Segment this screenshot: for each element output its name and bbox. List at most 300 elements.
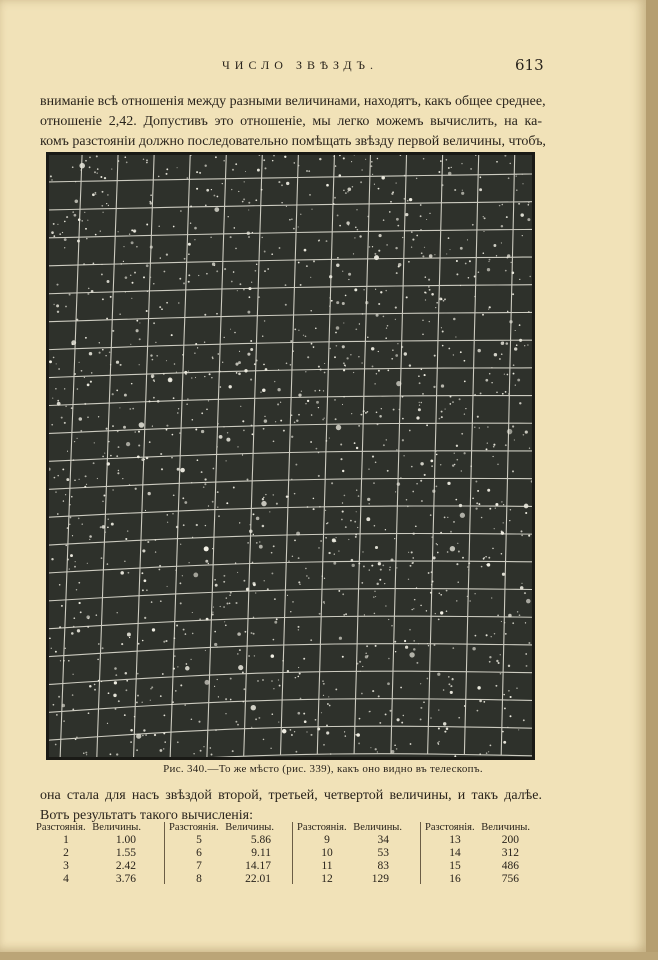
distance-cell: 13: [449, 834, 461, 846]
star-dot: [323, 390, 324, 391]
star-dot: [251, 282, 252, 283]
star-dot: [524, 592, 526, 594]
star-dot: [167, 586, 168, 587]
table-row: [165, 873, 293, 886]
star-dot: [460, 247, 463, 250]
star-dot: [306, 731, 307, 732]
star-dot: [526, 665, 528, 667]
star-dot: [396, 272, 398, 274]
star-dot: [517, 379, 520, 382]
star-dot: [84, 212, 85, 213]
star-dot: [235, 248, 237, 250]
star-dot: [249, 296, 251, 298]
star-dot: [273, 440, 275, 442]
star-dot: [129, 408, 131, 410]
star-dot: [213, 468, 215, 470]
star-dot: [525, 622, 526, 623]
star-dot: [442, 331, 444, 333]
star-dot: [192, 633, 194, 635]
star-dot: [160, 453, 162, 455]
star-dot: [375, 748, 377, 750]
star-dot: [173, 226, 175, 228]
star-dot: [422, 255, 424, 257]
star-dot: [493, 446, 495, 448]
star-dot: [411, 551, 413, 553]
star-dot: [204, 478, 206, 480]
star-dot: [413, 640, 415, 642]
star-dot: [146, 159, 148, 161]
star-dot: [345, 295, 347, 297]
star-dot: [53, 704, 55, 706]
star-dot: [137, 673, 139, 675]
star-dot: [298, 330, 299, 331]
star-dot: [294, 493, 296, 495]
star-dot: [365, 159, 366, 160]
star-dot: [256, 517, 260, 521]
star-dot: [450, 531, 452, 533]
star-dot: [262, 498, 264, 500]
star-dot: [324, 603, 325, 604]
star-dot: [53, 223, 55, 225]
star-dot: [142, 589, 144, 591]
star-dot: [342, 656, 344, 658]
magnitude-cell: 1.55: [115, 847, 136, 859]
star-dot: [60, 660, 61, 661]
star-dot: [108, 519, 109, 520]
star-dot: [119, 407, 120, 408]
star-dot: [339, 637, 342, 640]
star-dot: [486, 634, 488, 636]
star-dot: [146, 162, 147, 163]
star-dot: [507, 374, 509, 376]
star-dot: [275, 421, 276, 422]
star-dot: [457, 543, 458, 544]
star-dot: [378, 370, 380, 372]
star-dot: [395, 651, 396, 652]
star-dot: [426, 610, 427, 611]
star-dot: [102, 456, 104, 458]
star-dot: [483, 216, 484, 217]
star-dot: [101, 273, 103, 275]
star-dot: [298, 226, 299, 227]
star-dot: [342, 502, 343, 503]
star-dot: [386, 244, 388, 246]
star-dot: [264, 270, 266, 272]
star-dot: [184, 258, 186, 260]
star-dot: [379, 234, 382, 237]
star-dot: [49, 637, 51, 639]
star-dot: [163, 271, 165, 273]
star-dot: [454, 453, 455, 454]
star-dot: [348, 188, 352, 192]
star-dot: [303, 713, 305, 715]
star-dot: [130, 344, 131, 345]
star-dot: [182, 497, 184, 499]
star-dot: [116, 361, 119, 364]
star-dot: [476, 502, 478, 504]
star-dot: [494, 353, 497, 356]
star-dot: [340, 444, 342, 446]
star-dot: [409, 430, 411, 432]
star-dot: [336, 345, 338, 347]
star-dot: [129, 234, 130, 235]
star-dot: [237, 446, 238, 447]
star-dot: [277, 403, 279, 405]
star-dot: [68, 660, 70, 662]
star-dot: [105, 355, 106, 356]
star-dot: [435, 307, 436, 308]
star-dot: [271, 654, 275, 658]
star-dot: [239, 351, 240, 352]
star-dot: [477, 710, 479, 712]
star-dot: [365, 412, 367, 414]
star-dot: [211, 377, 212, 378]
star-dot: [91, 372, 93, 374]
star-dot: [92, 193, 95, 196]
star-dot: [505, 270, 507, 272]
star-dot: [416, 483, 418, 485]
star-dot: [518, 729, 519, 730]
star-dot: [304, 249, 307, 252]
star-dot: [495, 508, 496, 509]
star-dot: [247, 479, 249, 481]
star-dot: [489, 508, 491, 510]
star-dot: [179, 278, 181, 280]
star-dot: [429, 213, 430, 214]
star-dot: [177, 412, 178, 413]
star-dot: [108, 692, 110, 694]
star-dot: [385, 337, 387, 339]
star-dot: [336, 326, 340, 330]
star-dot: [129, 637, 130, 638]
star-dot: [520, 213, 523, 216]
star-dot: [434, 254, 435, 255]
star-dot: [80, 430, 82, 432]
star-dot: [477, 490, 479, 492]
star-dot: [507, 311, 509, 313]
star-dot: [95, 194, 96, 195]
star-dot: [211, 189, 212, 190]
star-dot: [429, 321, 430, 322]
star-dot: [177, 167, 178, 168]
star-dot: [481, 566, 483, 568]
star-dot: [85, 228, 87, 230]
star-dot: [447, 482, 450, 485]
star-dot: [151, 376, 153, 378]
star-dot: [497, 614, 499, 616]
star-dot: [453, 521, 455, 523]
distance-cell: 4: [63, 873, 69, 885]
star-dot: [198, 275, 199, 276]
star-dot: [512, 425, 514, 427]
star-dot: [388, 658, 390, 660]
star-dot: [336, 301, 339, 304]
star-dot: [318, 407, 319, 408]
star-dot: [56, 284, 58, 286]
star-dot: [213, 607, 214, 608]
figure-caption: Рис. 340.—То же мѣсто (рис. 339), какъ оно видно въ телескопъ.: [163, 763, 483, 775]
star-dot: [160, 749, 163, 752]
star-dot: [70, 554, 73, 557]
star-dot: [483, 231, 484, 232]
star-dot: [506, 216, 508, 218]
star-dot: [461, 192, 464, 195]
star-dot: [238, 191, 239, 192]
star-dot: [166, 302, 168, 304]
star-dot: [375, 596, 376, 597]
star-dot: [394, 538, 395, 539]
star-dot: [262, 335, 263, 336]
star-dot: [107, 280, 110, 283]
star-dot: [359, 661, 361, 663]
star-dot: [239, 649, 241, 651]
star-dot: [434, 355, 436, 357]
star-dot: [262, 237, 263, 238]
star-dot: [65, 406, 66, 407]
star-dot: [356, 490, 357, 491]
star-dot: [437, 544, 438, 545]
star-dot: [395, 354, 398, 357]
star-dot: [274, 381, 275, 382]
star-dot: [381, 408, 382, 409]
star-dot: [385, 529, 386, 530]
star-dot: [172, 513, 174, 515]
star-dot: [410, 743, 412, 745]
star-dot: [339, 225, 341, 227]
star-dot: [102, 191, 104, 193]
star-dot: [198, 721, 200, 723]
star-dot: [359, 235, 361, 237]
star-dot: [519, 279, 520, 280]
star-dot: [428, 286, 429, 287]
star-dot: [351, 413, 352, 414]
star-dot: [504, 374, 505, 375]
star-field-figure: [46, 152, 535, 760]
star-dot: [486, 448, 488, 450]
star-dot: [180, 468, 185, 473]
star-dot: [58, 368, 60, 370]
star-dot: [185, 633, 187, 635]
star-dot: [63, 500, 64, 501]
star-dot: [313, 346, 315, 348]
star-dot: [361, 582, 363, 584]
star-dot: [295, 751, 297, 753]
star-dot: [97, 168, 99, 170]
star-dot: [342, 593, 344, 595]
star-dot: [456, 273, 458, 275]
star-dot: [200, 750, 202, 752]
star-dot: [71, 496, 73, 498]
magnitude-cell: 34: [377, 834, 389, 846]
star-dot: [156, 355, 158, 357]
star-dot: [143, 159, 145, 161]
star-dot: [186, 177, 188, 179]
star-dot: [464, 360, 466, 362]
star-dot: [352, 186, 354, 188]
star-dot: [456, 563, 458, 565]
star-dot: [443, 722, 446, 725]
star-dot: [496, 255, 497, 256]
star-dot: [128, 572, 130, 574]
star-dot: [479, 188, 482, 191]
star-dot: [251, 632, 253, 634]
star-dot: [238, 665, 243, 670]
star-dot: [366, 645, 368, 647]
star-dot: [194, 352, 195, 353]
star-dot: [491, 636, 492, 637]
star-dot: [295, 464, 297, 466]
star-dot: [363, 565, 365, 567]
star-dot: [305, 336, 307, 338]
star-dot: [158, 225, 160, 227]
star-dot: [527, 344, 529, 346]
star-dot: [114, 681, 117, 684]
star-dot: [146, 310, 148, 312]
star-dot: [515, 330, 516, 331]
star-dot: [431, 465, 433, 467]
star-dot: [504, 707, 506, 709]
star-dot: [192, 612, 193, 613]
star-dot: [88, 712, 90, 714]
star-dot: [387, 682, 390, 685]
star-dot: [271, 253, 273, 255]
star-dot: [195, 429, 197, 431]
star-dot: [310, 441, 312, 443]
table-header: [169, 822, 297, 833]
star-dot: [404, 352, 407, 355]
star-dot: [501, 553, 503, 555]
table-row: [165, 834, 293, 847]
star-dot: [216, 270, 218, 272]
star-dot: [438, 741, 439, 742]
star-dot: [456, 459, 458, 461]
star-dot: [106, 318, 108, 320]
star-dot: [350, 520, 352, 522]
star-dot: [206, 273, 208, 275]
star-dot: [452, 647, 454, 649]
star-dot: [318, 475, 320, 477]
star-dot: [206, 189, 209, 192]
star-dot: [329, 705, 331, 707]
star-dot: [104, 453, 105, 454]
star-dot: [423, 701, 424, 702]
star-dot: [372, 174, 373, 175]
star-dot: [475, 481, 477, 483]
star-dot: [158, 176, 160, 178]
star-dot: [528, 535, 530, 537]
star-dot: [305, 403, 306, 404]
star-dot: [161, 308, 163, 310]
star-dot: [177, 741, 179, 743]
star-dot: [120, 364, 122, 366]
star-dot: [223, 575, 225, 577]
star-dot: [107, 563, 109, 565]
star-dot: [402, 418, 404, 420]
star-dot: [510, 509, 511, 510]
star-dot: [194, 239, 195, 240]
star-dot: [350, 354, 351, 355]
star-dot: [150, 202, 153, 205]
star-dot: [72, 211, 74, 213]
star-dot: [366, 517, 370, 521]
star-dot: [397, 343, 398, 344]
star-dot: [419, 382, 421, 384]
star-dot: [232, 169, 234, 171]
star-dot: [153, 379, 155, 381]
star-dot: [344, 364, 346, 366]
star-dot: [218, 515, 220, 517]
star-dot: [82, 523, 83, 524]
star-dot: [155, 342, 156, 343]
star-dot: [203, 486, 205, 488]
star-dot: [204, 546, 209, 551]
star-dot: [298, 667, 299, 668]
star-dot: [136, 701, 138, 703]
star-dot: [160, 257, 161, 258]
star-dot: [365, 652, 367, 654]
star-dot: [391, 625, 393, 627]
star-dot: [376, 583, 378, 585]
star-dot: [501, 353, 503, 355]
star-dot: [444, 298, 446, 300]
star-dot: [406, 296, 408, 298]
star-dot: [248, 209, 249, 210]
magnitude-cell: 312: [501, 847, 519, 859]
star-dot: [322, 419, 324, 421]
star-dot: [131, 383, 133, 385]
star-dot: [374, 184, 375, 185]
book-edge: [646, 0, 658, 960]
star-dot: [122, 478, 123, 479]
star-dot: [362, 666, 363, 667]
star-dot: [166, 360, 167, 361]
star-dot: [348, 224, 350, 226]
star-dot: [102, 349, 104, 351]
star-dot: [461, 163, 462, 164]
star-dot: [186, 404, 187, 405]
star-dot: [313, 498, 315, 500]
star-dot: [331, 300, 333, 302]
star-dot: [489, 259, 491, 261]
star-dot: [282, 729, 286, 733]
star-dot: [478, 271, 480, 273]
star-dot: [389, 211, 391, 213]
star-dot: [426, 219, 427, 220]
star-dot: [261, 501, 266, 506]
star-dot: [416, 662, 418, 664]
star-dot: [212, 356, 214, 358]
star-dot: [392, 350, 393, 351]
header-magnitude: Величины.: [481, 822, 530, 833]
star-dot: [420, 204, 422, 206]
star-dot: [87, 293, 89, 295]
star-dot: [404, 640, 406, 642]
star-dot: [143, 729, 145, 731]
star-dot: [501, 225, 503, 227]
star-dot: [483, 252, 485, 254]
star-dot: [421, 402, 423, 404]
star-dot: [342, 302, 345, 305]
star-dot: [509, 520, 510, 521]
star-dot: [100, 230, 101, 231]
star-dot: [226, 438, 230, 442]
star-dot: [354, 442, 356, 444]
star-dot: [472, 497, 474, 499]
star-dot: [428, 645, 429, 646]
star-dot: [125, 672, 128, 675]
star-dot: [180, 602, 182, 604]
star-dot: [370, 747, 371, 748]
